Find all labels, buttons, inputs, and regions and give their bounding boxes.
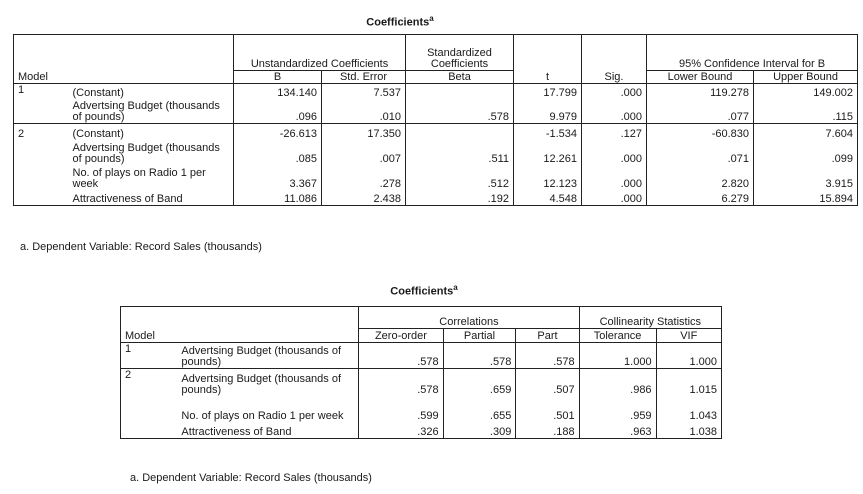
- table-row: [121, 369, 722, 396]
- t1-header-se: Std. Error: [322, 71, 406, 84]
- t1-header-unstd: Unstandardized Coefficients: [234, 35, 406, 71]
- t2-header-tolerance: Tolerance: [579, 329, 656, 343]
- t1-cell-sig: .000: [582, 84, 647, 99]
- t2-header-vif: VIF: [656, 329, 721, 343]
- t1-row-label: (Constant): [69, 124, 234, 140]
- table1-footnote: a. Dependent Variable: Record Sales (thousands): [20, 241, 262, 253]
- t1-cell-beta: [406, 124, 514, 140]
- t2-cell-zero: .326: [359, 422, 443, 439]
- table-row: [121, 396, 722, 422]
- t2-cell-partial: .655: [443, 396, 516, 422]
- t2-cell-vif: 1.038: [689, 426, 717, 438]
- t1-cell-t: 12.123: [514, 165, 582, 190]
- t1-cell-lower: 6.279: [647, 190, 754, 206]
- t2-cell-partial: .309: [443, 422, 516, 439]
- t2-cell-tolerance: 1.000: [579, 343, 656, 369]
- t1-header-t-top: [514, 35, 582, 71]
- t1-header-sig: Sig.: [582, 71, 647, 84]
- t2-row-label: Advertsing Budget (thousands of pounds): [177, 343, 358, 369]
- t2-model-cell: [121, 422, 178, 439]
- table-row: [121, 422, 722, 439]
- t1-model-cell: 1: [18, 84, 25, 96]
- t2-header-correlations: Correlations: [359, 307, 579, 329]
- t1-cell-se: 7.537: [322, 84, 406, 99]
- t2-cell-partial: .659: [443, 369, 516, 396]
- t1-cell-upper: 149.002: [813, 86, 854, 99]
- table2-title-text: Coefficients: [390, 285, 454, 298]
- table-row: [14, 84, 858, 99]
- t2-cell-part: .578: [516, 343, 579, 369]
- t2-cell-tolerance: .986: [579, 369, 656, 396]
- t1-row-label: Advertsing Budget (thousands of pounds): [69, 140, 234, 165]
- table1-title-text: Coefficients: [366, 16, 430, 29]
- t1-header-sig-top: [582, 35, 647, 71]
- t1-cell-b: .085: [234, 140, 322, 165]
- t1-header-lower: Lower Bound: [647, 71, 754, 84]
- t1-cell-beta: .192: [406, 190, 514, 206]
- table2-title: [354, 283, 494, 298]
- t1-header-ci: 95% Confidence Interval for B: [678, 58, 826, 70]
- t2-model-cell: [121, 396, 178, 422]
- t1-cell-lower: 119.278: [647, 84, 754, 99]
- t1-cell-beta: .511: [406, 140, 514, 165]
- table-row: [14, 140, 858, 165]
- t1-model-cell: [14, 99, 69, 124]
- t2-cell-zero: .578: [359, 343, 443, 369]
- t1-cell-se: .010: [322, 99, 406, 124]
- table1-title: [330, 14, 470, 29]
- table-row: [121, 343, 722, 369]
- t1-header-beta: Beta: [406, 71, 514, 84]
- t2-cell-part: .501: [516, 396, 579, 422]
- table-row: [14, 124, 858, 140]
- t2-row-label: Attractiveness of Band: [177, 422, 358, 439]
- t1-header-b: B: [234, 71, 322, 84]
- t2-cell-tolerance: .963: [579, 422, 656, 439]
- table1-title-sup: a: [429, 14, 434, 23]
- t2-header-collinearity: Collinearity Statistics: [599, 316, 702, 328]
- t1-cell-sig: .000: [582, 190, 647, 206]
- t1-cell-se: .007: [322, 140, 406, 165]
- t1-cell-se: 2.438: [322, 190, 406, 206]
- t2-cell-part: .188: [516, 422, 579, 439]
- t1-cell-lower: -60.830: [647, 124, 754, 140]
- t1-header-blank: [14, 35, 234, 71]
- table2-footnote: a. Dependent Variable: Record Sales (thousands): [130, 472, 372, 484]
- t2-row-label: No. of plays on Radio 1 per week: [177, 396, 358, 422]
- t2-cell-tolerance: .959: [579, 396, 656, 422]
- t1-header-std: Standardized Coefficients: [406, 35, 514, 71]
- t1-cell-lower: 2.820: [647, 165, 754, 190]
- t1-row-label: Attractiveness of Band: [69, 190, 234, 206]
- t2-cell-zero: .599: [359, 396, 443, 422]
- t1-model-cell: [14, 140, 69, 165]
- t2-cell-vif: 1.043: [689, 409, 717, 422]
- t2-header-model: Model: [121, 329, 359, 343]
- t1-cell-t: -1.534: [514, 124, 582, 140]
- t1-cell-lower: .071: [647, 140, 754, 165]
- t1-row-label: No. of plays on Radio 1 per week: [69, 165, 234, 190]
- t2-cell-part: .507: [516, 369, 579, 396]
- t1-cell-b: 134.140: [234, 84, 322, 99]
- t2-model-cell: 1: [125, 343, 132, 355]
- t1-header-model: Model: [14, 71, 234, 84]
- table-row: [14, 190, 858, 206]
- t1-cell-upper: 3.915: [825, 177, 854, 190]
- t1-cell-sig: .000: [582, 99, 647, 124]
- t2-cell-partial: .578: [443, 343, 516, 369]
- t1-cell-b: .096: [234, 99, 322, 124]
- coefficients-table-2: [120, 306, 722, 439]
- t1-cell-se: .278: [322, 165, 406, 190]
- table-row: [14, 165, 858, 190]
- t1-cell-sig: .000: [582, 140, 647, 165]
- t2-cell-zero: .578: [359, 369, 443, 396]
- t2-cell-vif: 1.015: [689, 383, 717, 396]
- t1-row-label: Advertsing Budget (thousands of pounds): [69, 99, 234, 124]
- t1-cell-beta: [406, 84, 514, 99]
- t1-cell-se: 17.350: [322, 124, 406, 140]
- t1-model-cell: 2: [18, 127, 25, 140]
- t1-cell-upper: 7.604: [825, 127, 854, 140]
- t1-cell-b: -26.613: [234, 124, 322, 140]
- t1-cell-b: 3.367: [234, 165, 322, 190]
- t2-header-blank: [121, 307, 359, 329]
- t1-row-label: (Constant): [69, 84, 234, 99]
- t1-cell-upper: 15.894: [819, 193, 854, 205]
- t2-cell-vif: 1.000: [689, 356, 717, 368]
- t2-row-label: Advertsing Budget (thousands of pounds): [177, 369, 358, 396]
- t2-model-cell: 2: [125, 369, 132, 381]
- table2-title-sup: a: [453, 283, 458, 292]
- coefficients-table-1: [13, 34, 858, 206]
- t2-header-zero: Zero-order: [359, 329, 443, 343]
- t2-header-part: Part: [516, 329, 579, 343]
- t1-header-t: t: [514, 71, 582, 84]
- t1-model-cell: [14, 190, 69, 206]
- t1-cell-sig: .000: [582, 165, 647, 190]
- t1-cell-lower: .077: [647, 99, 754, 124]
- t1-cell-upper: .099: [831, 152, 854, 165]
- t1-cell-beta: .512: [406, 165, 514, 190]
- t1-header-upper: Upper Bound: [754, 71, 858, 84]
- t1-cell-t: 12.261: [514, 140, 582, 165]
- t1-cell-upper: .115: [832, 111, 854, 123]
- t1-model-cell: [14, 165, 69, 190]
- t1-cell-t: 9.979: [514, 99, 582, 124]
- t1-cell-t: 4.548: [514, 190, 582, 206]
- t1-cell-sig: .127: [582, 124, 647, 140]
- t1-cell-beta: .578: [406, 99, 514, 124]
- table-row: [14, 99, 858, 124]
- t1-cell-b: 11.086: [234, 190, 322, 206]
- t1-cell-t: 17.799: [514, 84, 582, 99]
- t2-header-partial: Partial: [443, 329, 516, 343]
